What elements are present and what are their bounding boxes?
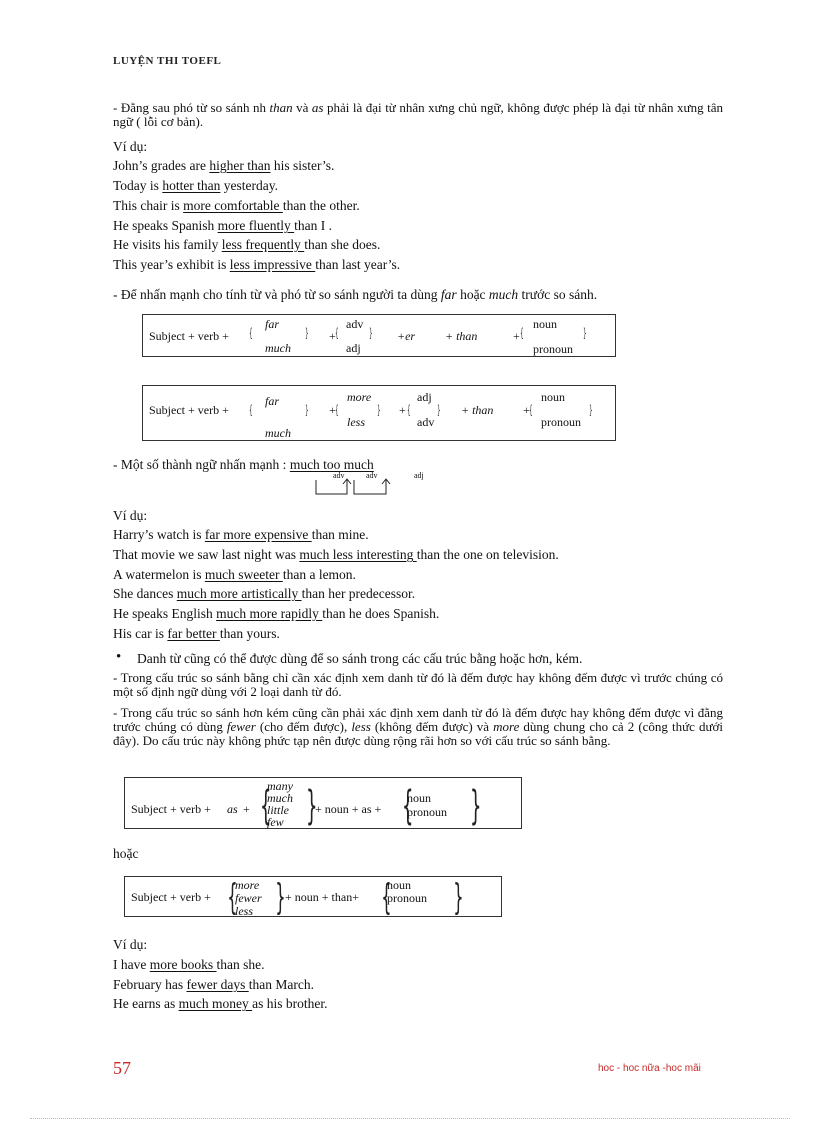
brace-close-icon: }	[305, 783, 318, 829]
formula-noun: noun	[541, 390, 565, 404]
page-header: LUYỆN THI TOEFL	[113, 55, 222, 67]
example-line: A watermelon is much sweeter than a lemon.	[113, 567, 356, 582]
formula-plus: +	[513, 329, 520, 343]
formula-plus: +	[243, 802, 250, 816]
formula-pronoun: pronoun	[387, 891, 427, 905]
brace-close-icon: }	[453, 877, 464, 918]
brace-open-icon: {	[249, 326, 253, 340]
formula-more: more	[235, 878, 260, 892]
brace-open-icon: {	[259, 783, 272, 829]
formula-plus: +	[329, 403, 336, 417]
formula-more: more	[347, 390, 372, 404]
example-line: That movie we saw last night was much less interesting than the one on television.	[113, 547, 559, 562]
example-label: Ví dụ:	[113, 139, 148, 154]
formula-box-more-fewer-less	[124, 876, 502, 917]
formula-box-as-noun-as	[124, 777, 522, 829]
formula-than: + than	[461, 403, 494, 417]
paragraph-equal-comparison: - Trong cấu trúc so sánh bằng chỉ cần xác định xem danh từ đó là đếm được hay không đếm được vì trước chúng có một số định ngữ dùng với 2 loại danh từ đó.	[113, 670, 723, 699]
formula-pronoun: pronoun	[541, 415, 581, 429]
formula-much: much	[267, 791, 293, 805]
formula-pronoun: pronoun	[533, 342, 573, 356]
example-line: I have more books than she.	[113, 957, 265, 972]
example-line: He speaks English much more rapidly than he does Spanish.	[113, 606, 440, 621]
page-bottom-divider	[30, 1118, 790, 1119]
example-line: This chair is more comfortable than the other.	[113, 198, 360, 213]
formula-fewer: fewer	[235, 891, 262, 905]
example-line: He earns as much money as his brother.	[113, 996, 328, 1011]
brace-close-icon: }	[377, 403, 381, 417]
formula-noun-as: + noun + as +	[315, 802, 382, 816]
brace-open-icon: {	[381, 877, 392, 918]
idiom-label-adv: adv	[366, 471, 378, 480]
example-line: She dances much more artistically than her predecessor.	[113, 586, 416, 601]
idiom-line: - Một số thành ngữ nhấn mạnh : much too much	[113, 457, 374, 472]
example-line: He speaks Spanish more fluently than I .	[113, 218, 332, 233]
brace-close-icon: }	[275, 877, 286, 918]
formula-subject: Subject + verb +	[149, 403, 229, 417]
example-line: His car is far better than yours.	[113, 626, 280, 641]
example-label: Ví dụ:	[113, 508, 148, 523]
brace-close-icon: }	[469, 783, 482, 829]
bullet-text: Danh từ cũng có thể được dùng để so sánh trong các cấu trúc bằng hoặc hơn, kém.	[137, 651, 583, 666]
formula-adj: adj	[346, 341, 361, 355]
footer-slogan: hoc - hoc nữa -hoc mãi	[598, 1063, 701, 1074]
formula-less: less	[347, 415, 365, 429]
brace-close-icon: }	[589, 403, 593, 417]
formula-er: +er	[397, 329, 416, 343]
formula-as: as	[227, 802, 238, 816]
brace-close-icon: }	[369, 326, 373, 340]
brace-open-icon: {	[335, 403, 339, 417]
formula-box-far-much-er	[142, 314, 616, 357]
formula-noun: noun	[407, 791, 431, 805]
brace-open-icon: {	[227, 877, 238, 918]
formula-plus: +	[399, 403, 406, 417]
paragraph-more-less-comparison: - Trong cấu trúc so sánh hơn kém cũng cần phải xác định xem danh từ đó là đếm được hay không đếm được vì đằng trước chúng có dùng fewer (cho đếm được), less (không đếm được) và more dùng chung cho cả 2 (công thức dưới đây). Do cấu trúc này không phức tạp nên được dùng rộng rãi hơn so với cấu trúc so sánh bằng.	[113, 705, 723, 748]
example-line: Today is hotter than yesterday.	[113, 178, 279, 193]
brace-open-icon: {	[335, 326, 339, 340]
formula-adv: adv	[346, 317, 364, 331]
formula-few: few	[267, 815, 284, 829]
formula-plus: +	[329, 329, 336, 343]
example-line: John’s grades are higher than his sister’s.	[113, 158, 335, 173]
brace-close-icon: }	[583, 326, 587, 340]
paragraph-than-as: - Đằng sau phó từ so sánh nh than và as phải là đại từ nhân xưng chủ ngữ, không được phép là đại từ nhân xưng tân ngữ ( lỗi cơ bản).	[113, 100, 723, 129]
brace-open-icon: {	[407, 403, 411, 417]
formula-subject: Subject + verb +	[131, 802, 211, 816]
formula-plus: +	[523, 403, 530, 417]
example-label: Ví dụ:	[113, 937, 148, 952]
formula-noun: noun	[387, 878, 411, 892]
formula-much: much	[265, 341, 291, 355]
formula-adj: adj	[417, 390, 432, 404]
brace-open-icon: {	[520, 326, 524, 340]
formula-less: less	[235, 904, 253, 918]
example-line: This year’s exhibit is less impressive than last year’s.	[113, 257, 401, 272]
formula-pronoun: pronoun	[407, 805, 447, 819]
formula-little: little	[267, 803, 289, 817]
formula-adv: adv	[417, 415, 435, 429]
hoac-text: hoặc	[113, 846, 139, 861]
example-line: Harry’s watch is far more expensive than mine.	[113, 527, 369, 542]
formula-subject: Subject + verb +	[131, 890, 211, 904]
formula-box-far-much-more-less	[142, 385, 616, 441]
brace-close-icon: }	[437, 403, 441, 417]
formula-many: many	[267, 779, 293, 793]
brace-open-icon: {	[529, 403, 533, 417]
formula-noun: noun	[533, 317, 557, 331]
formula-noun-than: + noun + than+	[285, 890, 359, 904]
brace-open-icon: {	[249, 403, 253, 417]
bullet-icon: •	[116, 649, 122, 665]
formula-than: + than	[445, 329, 478, 343]
idiom-label-adv: adv	[333, 471, 345, 480]
idiom-arrow-diagram	[310, 476, 400, 498]
formula-much: much	[265, 426, 291, 440]
formula-subject: Subject + verb +	[149, 329, 229, 343]
brace-close-icon: }	[305, 403, 309, 417]
example-line: He visits his family less frequently than she does.	[113, 237, 381, 252]
paragraph-emphasis: - Để nhấn mạnh cho tính từ và phó từ so sánh người ta dùng far hoặc much trước so sánh.	[113, 287, 598, 302]
example-line: February has fewer days than March.	[113, 977, 314, 992]
formula-far: far	[265, 317, 280, 331]
formula-far: far	[265, 394, 280, 408]
idiom-label-adj: adj	[414, 471, 424, 480]
brace-close-icon: }	[305, 326, 309, 340]
brace-open-icon: {	[401, 783, 414, 829]
page-number: 57	[113, 1058, 131, 1078]
